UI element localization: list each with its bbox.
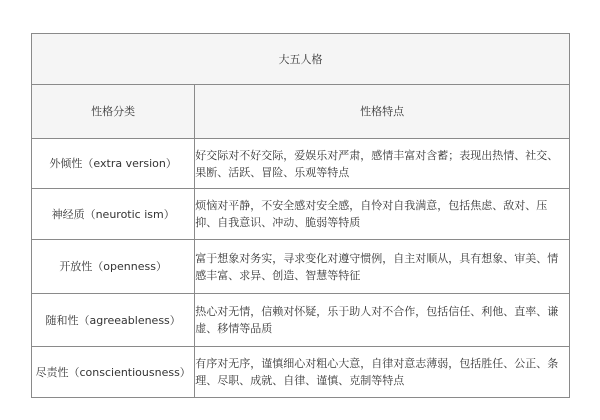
table-header-row xyxy=(32,85,570,139)
big-five-table xyxy=(31,33,570,398)
traits-cell: 热心对无情，信赖对怀疑，乐于助人对不合作，包括信任、利他、直率、谦虚、移情等品质 xyxy=(195,294,570,347)
table-title: 大五人格 xyxy=(32,34,570,85)
category-cell: 外倾性（extra version） xyxy=(32,139,195,189)
category-cell: 开放性（openness） xyxy=(32,240,195,294)
category-cell: 尽责性（conscientiousness） xyxy=(32,347,195,398)
table-title-row xyxy=(32,34,570,85)
table-row xyxy=(32,240,570,294)
category-cell: 随和性（agreeableness） xyxy=(32,294,195,347)
traits-cell: 烦恼对平静，不安全感对安全感，自怜对自我满意，包括焦虑、敌对、压抑、自我意识、冲动、脆弱等特质 xyxy=(195,189,570,240)
table-row xyxy=(32,189,570,240)
table-row xyxy=(32,347,570,398)
header-category: 性格分类 xyxy=(32,85,195,139)
traits-cell: 有序对无序，谨慎细心对粗心大意，自律对意志薄弱，包括胜任、公正、条理、尽职、成就、自律、谨慎、克制等特点 xyxy=(195,347,570,398)
category-cell: 神经质（neurotic ism） xyxy=(32,189,195,240)
traits-cell: 好交际对不好交际，爱娱乐对严肃，感情丰富对含蓄；表现出热情、社交、果断、活跃、冒险、乐观等特点 xyxy=(195,139,570,189)
table-row xyxy=(32,294,570,347)
traits-cell: 富于想象对务实，寻求变化对遵守惯例，自主对顺从，具有想象、审美、情感丰富、求异、创造、智慧等特征 xyxy=(195,240,570,294)
header-traits: 性格特点 xyxy=(195,85,570,139)
table-row xyxy=(32,139,570,189)
